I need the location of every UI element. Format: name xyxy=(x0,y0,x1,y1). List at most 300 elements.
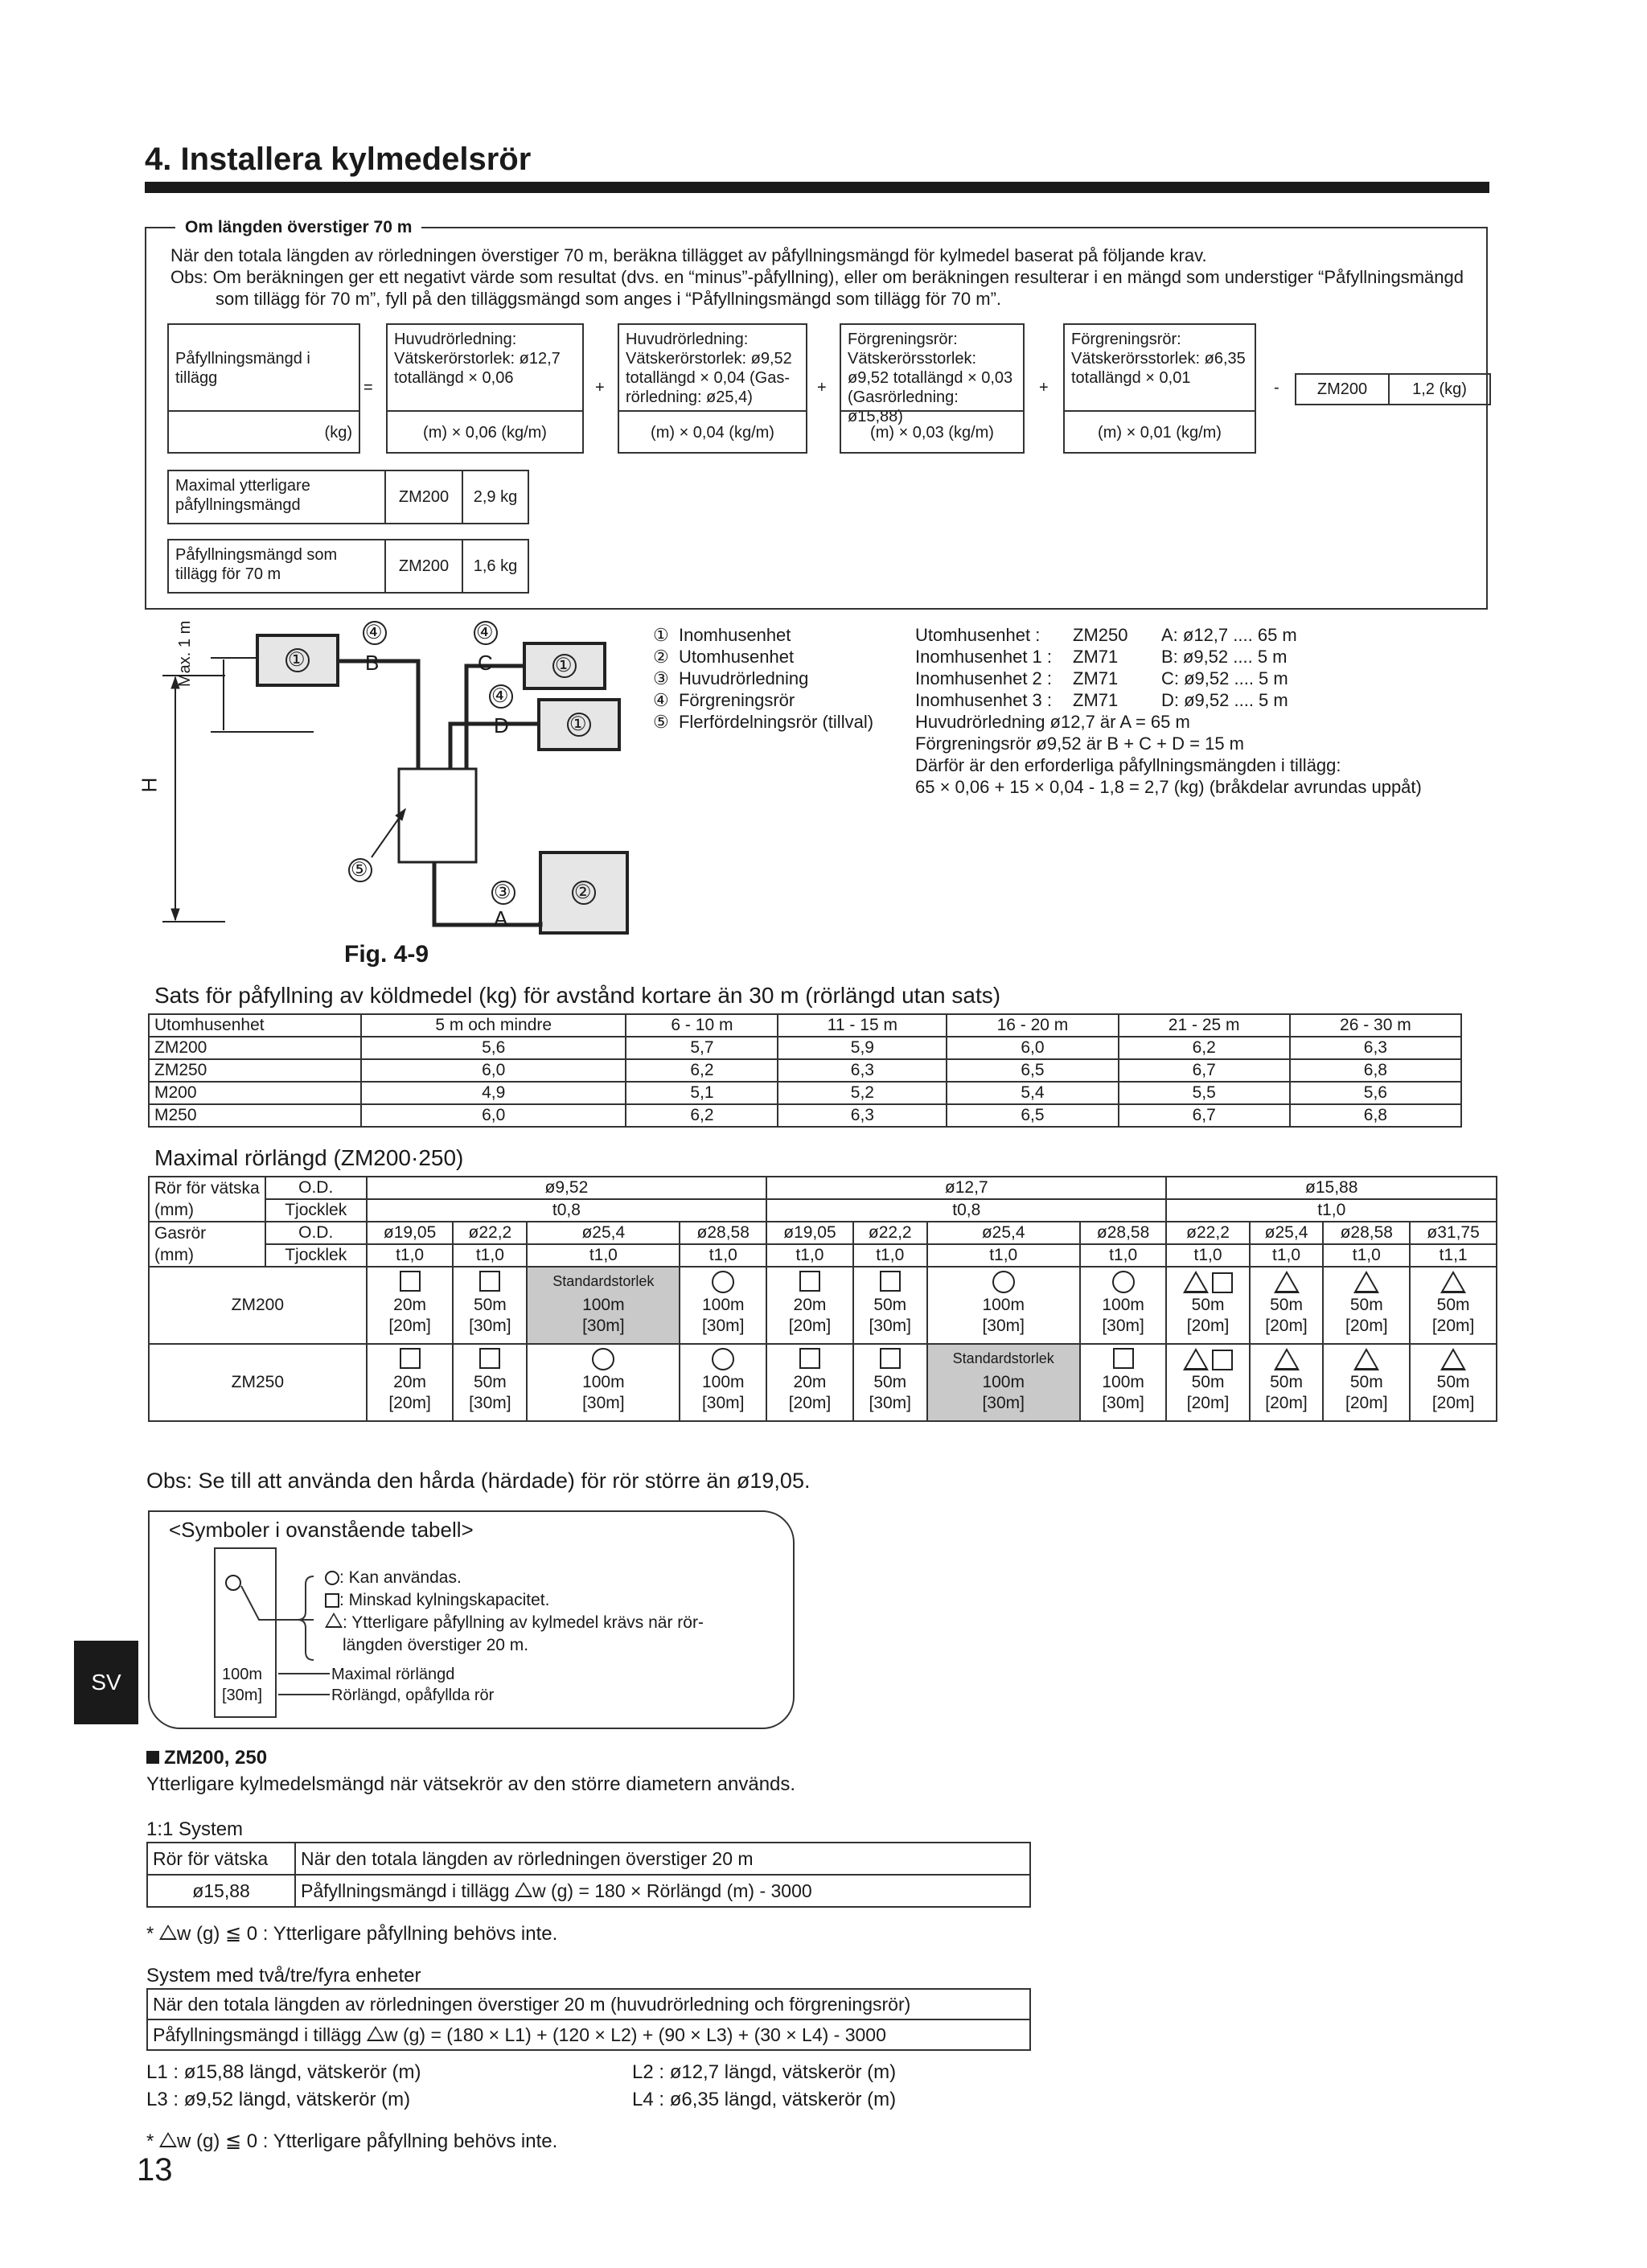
formula-c1-text: Påfyllningsmängd i tillägg xyxy=(175,350,310,387)
symbols-sample-len: 100m xyxy=(222,1666,263,1683)
unfilled-length-value: [30m] xyxy=(982,1394,1025,1412)
unit-row xyxy=(915,624,1422,646)
over70-legend: Om längden överstiger 70 m xyxy=(175,216,421,240)
symbols-defs xyxy=(325,1567,704,1657)
table-cell: O.D. xyxy=(265,1177,367,1199)
standard-size-label: Standardstorlek xyxy=(952,1350,1054,1366)
unfilled-length-value: [20m] xyxy=(1265,1317,1308,1335)
table-cell: ø28,58 xyxy=(680,1222,766,1244)
table-cell: t1,0 xyxy=(527,1244,680,1267)
legend-text: Huvudrörledning xyxy=(678,668,809,688)
formula-c2-text: Huvudrörledning: Vätskerörstorlek: ø12,7 totallängd × 0,06 xyxy=(394,331,561,387)
max-length-value: 100m xyxy=(982,1373,1025,1391)
unfilled-length-value: [30m] xyxy=(582,1394,625,1412)
table-cell: 6,0 xyxy=(361,1059,626,1082)
maxlen-table xyxy=(148,1176,1497,1422)
unit-name: Inomhusenhet 1 : xyxy=(915,647,1053,667)
symbols-len-desc: Maximal rörlängd xyxy=(331,1666,455,1683)
unfilled-length-value: [20m] xyxy=(788,1317,832,1335)
max-length-value: 50m xyxy=(1191,1373,1225,1391)
max-length-value: 50m xyxy=(873,1296,907,1314)
unit-name: Inomhusenhet 2 : xyxy=(915,668,1053,688)
table-row xyxy=(149,1059,1461,1082)
table-cell: 6,5 xyxy=(947,1059,1118,1082)
legend-text: Förgreningsrör xyxy=(678,690,795,710)
add70-model-text: ZM200 xyxy=(398,557,450,575)
unit-row xyxy=(915,689,1422,711)
table-cell: Gasrör xyxy=(149,1222,265,1244)
unit-pipe: A: ø12,7 .... 65 m xyxy=(1161,625,1297,645)
max-length-cell xyxy=(1250,1267,1324,1344)
max-length-cell xyxy=(766,1267,853,1344)
unit-model: ZM71 xyxy=(1073,647,1119,667)
unfilled-length-value: [20m] xyxy=(1431,1317,1475,1335)
table-cell: ø25,4 xyxy=(1250,1222,1324,1244)
max-length-cell xyxy=(927,1267,1080,1344)
table-cell: ø28,58 xyxy=(1080,1222,1167,1244)
circle-icon xyxy=(325,1571,339,1585)
symbol xyxy=(1255,1271,1318,1295)
diagram-num-1a: ① xyxy=(288,649,306,671)
unfilled-length-value: [20m] xyxy=(1431,1394,1475,1412)
symbol xyxy=(372,1348,448,1372)
unfilled-length-value: [20m] xyxy=(388,1317,431,1335)
symbols-title: <Symboler i ovanstående tabell> xyxy=(169,1518,474,1542)
max-length-cell xyxy=(1080,1344,1167,1421)
table-row xyxy=(147,1989,1030,2019)
formula-plus-2: + xyxy=(817,379,827,396)
table-row xyxy=(149,1037,1461,1059)
symbol xyxy=(1255,1348,1318,1372)
zm-sys2: System med två/tre/fyra enheter xyxy=(146,1965,421,1987)
table-cell: 5,2 xyxy=(778,1082,947,1104)
fig-caption: Fig. 4-9 xyxy=(344,941,429,968)
max-length-cell xyxy=(766,1344,853,1421)
diagram-num-4c: ④ xyxy=(491,685,509,707)
max-length-cell xyxy=(453,1344,527,1421)
unfilled-length-value: [20m] xyxy=(788,1394,832,1412)
maxlen-title: Maximal rörlängd (ZM200·250) xyxy=(154,1145,464,1170)
max-val xyxy=(462,470,529,524)
unit-name: Utomhusenhet : xyxy=(915,625,1041,645)
symbol xyxy=(685,1348,761,1372)
table-row xyxy=(147,2019,1030,2050)
max-length-cell xyxy=(680,1267,766,1344)
formula-minus: - xyxy=(1274,379,1279,396)
symbol xyxy=(1329,1348,1404,1372)
legend-num: ③ xyxy=(653,668,669,688)
max-val-text: 2,9 kg xyxy=(473,488,518,506)
table-cell: ø22,2 xyxy=(453,1222,527,1244)
legend-item-5 xyxy=(653,711,873,733)
symbol xyxy=(372,1271,448,1295)
formula-c1 xyxy=(167,323,360,412)
table-cell: ø19,05 xyxy=(766,1222,853,1244)
symbol xyxy=(1172,1348,1243,1372)
note-text: w (g) ≦ 0 : Ytterligare påfyllning behövs inte. xyxy=(177,2130,558,2152)
title-rule xyxy=(145,182,1489,193)
table-cell: ø9,52 xyxy=(367,1177,766,1199)
legend-item-1 xyxy=(653,624,873,646)
diagram-H-label: H xyxy=(137,777,162,793)
formula-c2u-text: (m) × 0,06 (kg/m) xyxy=(423,424,547,442)
legend-num: ⑤ xyxy=(653,712,669,732)
symbol xyxy=(1086,1271,1161,1295)
formula-c5-text: Förgreningsrör: Vätskerörsstorlek: ø6,35 totallängd × 0,01 xyxy=(1071,331,1246,387)
formula-c4 xyxy=(840,323,1025,425)
table-cell: t1,0 xyxy=(367,1244,454,1267)
legend-item-4 xyxy=(653,689,873,711)
table-cell: 6,7 xyxy=(1119,1104,1290,1127)
circle-icon xyxy=(1112,1271,1135,1293)
standard-size-label: Standardstorlek xyxy=(552,1273,655,1289)
unfilled-length-value: [30m] xyxy=(869,1317,911,1335)
legend-num: ① xyxy=(653,625,669,645)
formula-c5 xyxy=(1063,323,1256,412)
table-cell: Rör för vätska xyxy=(149,1177,265,1199)
diagram-num-2: ② xyxy=(574,881,592,903)
table-cell: 5,4 xyxy=(947,1082,1118,1104)
formula-c4u xyxy=(840,410,1025,454)
symbols-sample-unf: [30m] xyxy=(222,1687,263,1704)
table-cell xyxy=(147,2019,1030,2050)
table-cell: t1,0 xyxy=(680,1244,766,1267)
L2: L2 : ø12,7 längd, vätskerör (m) xyxy=(632,2061,897,2083)
unit-pipe: D: ø9,52 .... 5 m xyxy=(1161,690,1288,710)
table-cell: 6,8 xyxy=(1290,1059,1461,1082)
max-length-value: 100m xyxy=(582,1296,625,1314)
triangle-icon xyxy=(1440,1348,1466,1370)
diagram-num-5: ⑤ xyxy=(351,859,368,881)
legend-item-2 xyxy=(653,646,873,668)
table-cell: 6,3 xyxy=(778,1059,947,1082)
formula-model-val xyxy=(1388,373,1491,405)
unfilled-length-value: [20m] xyxy=(1186,1394,1230,1412)
legend-num: ④ xyxy=(653,690,669,710)
symbol-def-text: : Kan användas. xyxy=(339,1568,462,1587)
table-cell: O.D. xyxy=(265,1222,367,1244)
max-length-value: 50m xyxy=(473,1296,507,1314)
square-icon xyxy=(325,1593,339,1608)
legend-text: Flerfördelningsrör (tillval) xyxy=(678,712,874,732)
symbol xyxy=(685,1271,761,1295)
figure-legend xyxy=(653,624,873,733)
max-length-value: 100m xyxy=(701,1373,745,1391)
table-cell: 21 - 25 m xyxy=(1119,1014,1290,1037)
diagram-label-A: A xyxy=(494,906,508,931)
table-cell: 6,2 xyxy=(626,1104,778,1127)
square-icon xyxy=(1113,1348,1134,1369)
max-length-cell xyxy=(853,1344,927,1421)
unfilled-length-value: [30m] xyxy=(869,1394,911,1412)
symbol xyxy=(1086,1348,1161,1372)
table-cell: t1,1 xyxy=(1410,1244,1497,1267)
table-cell: 4,9 xyxy=(361,1082,626,1104)
maxlen-note: Obs: Se till att använda den hårda (härdade) för rör större än ø19,05. xyxy=(146,1469,811,1493)
triangle-icon xyxy=(1183,1271,1209,1293)
zm-heading-text: ZM200, 250 xyxy=(164,1747,268,1769)
zm-sub: Ytterligare kylmedelsmängd när vätsekrör av den större diametern används. xyxy=(146,1773,796,1795)
zm-note2 xyxy=(146,2130,557,2154)
max-length-value: 50m xyxy=(473,1373,507,1391)
max-length-cell xyxy=(1250,1344,1324,1421)
unfilled-length-value: [30m] xyxy=(701,1317,745,1335)
max-model-text: ZM200 xyxy=(398,488,450,506)
unfilled-length-value: [30m] xyxy=(1102,1317,1144,1335)
legend-num: ② xyxy=(653,647,669,667)
max-length-value: 20m xyxy=(393,1373,426,1391)
symbol xyxy=(859,1271,922,1295)
table-cell: 6,7 xyxy=(1119,1059,1290,1082)
circle-icon xyxy=(712,1271,734,1293)
table-cell xyxy=(295,1875,1030,1907)
symbol xyxy=(933,1271,1074,1295)
note-asterisk: * xyxy=(146,2130,154,2152)
symbol xyxy=(1415,1348,1491,1372)
table-cell: t1,0 xyxy=(453,1244,527,1267)
table-row xyxy=(149,1244,1497,1267)
delta-icon xyxy=(515,1882,532,1897)
table-cell: ø31,75 xyxy=(1410,1222,1497,1244)
max-length-cell xyxy=(1080,1267,1167,1344)
symbol xyxy=(772,1271,848,1295)
legend-item-3 xyxy=(653,668,873,689)
max-length-cell xyxy=(367,1267,454,1344)
symbol xyxy=(859,1348,922,1372)
max-length-cell xyxy=(367,1344,454,1421)
symbols-unf-desc: Rörlängd, opåfyllda rör xyxy=(331,1687,495,1704)
unfilled-length-value: [30m] xyxy=(469,1317,511,1335)
unfilled-length-value: [30m] xyxy=(469,1394,511,1412)
unfilled-length-value: [30m] xyxy=(582,1317,625,1335)
unfilled-length-value: [20m] xyxy=(1345,1394,1388,1412)
unfilled-length-value: [20m] xyxy=(1186,1317,1230,1335)
table-cell: 6,2 xyxy=(626,1059,778,1082)
square-icon xyxy=(880,1271,901,1292)
note-text: w (g) ≦ 0 : Ytterligare påfyllning behövs inte. xyxy=(177,1923,558,1945)
page-number: 13 xyxy=(137,2152,173,2188)
square-icon xyxy=(799,1271,820,1292)
table-cell: 5,5 xyxy=(1119,1082,1290,1104)
unit-list xyxy=(915,624,1422,798)
circle-icon xyxy=(992,1271,1015,1293)
add70-model xyxy=(384,539,463,594)
add70-label-text: Påfyllningsmängd som tillägg för 70 m xyxy=(175,546,338,583)
max-length-cell xyxy=(853,1267,927,1344)
triangle-icon xyxy=(1274,1271,1300,1293)
table-cell: 5,9 xyxy=(778,1037,947,1059)
table-cell: t1,0 xyxy=(1166,1244,1249,1267)
square-bullet-icon xyxy=(146,1751,159,1764)
max-length-value: 50m xyxy=(1191,1296,1225,1314)
square-icon xyxy=(799,1348,820,1369)
table-cell: 26 - 30 m xyxy=(1290,1014,1461,1037)
symbol-def-text: : Ytterligare påfyllning av kylmedel krävs när rör- xyxy=(343,1613,704,1632)
add70-val-text: 1,6 kg xyxy=(473,557,518,575)
over70-p2b: som tillägg för 70 m”, fyll på den tilläggsmängd som anges i “Påfyllningsmängd som tillägg för 70 m”. xyxy=(216,289,1002,309)
formula-model-val-text: 1,2 (kg) xyxy=(1412,380,1467,398)
square-icon xyxy=(400,1271,421,1292)
symbol-def-triangle xyxy=(325,1612,704,1634)
max-label xyxy=(167,470,386,524)
triangle-icon xyxy=(1440,1271,1466,1293)
table-cell: 5,1 xyxy=(626,1082,778,1104)
formula-c3 xyxy=(618,323,807,412)
triangle-icon xyxy=(1353,1348,1379,1370)
max-length-value: 50m xyxy=(873,1373,907,1391)
table-cell: 6,2 xyxy=(1119,1037,1290,1059)
triangle-icon xyxy=(1353,1271,1379,1293)
table-cell: t0,8 xyxy=(766,1199,1166,1222)
formula-model xyxy=(1295,373,1390,405)
table-cell: När den totala längden av rörledningen överstiger 20 m (huvudrörledning och förgreningsrör) xyxy=(147,1989,1030,2019)
max-length-value: 50m xyxy=(1349,1296,1383,1314)
table-cell: 5,7 xyxy=(626,1037,778,1059)
table-row xyxy=(147,1875,1030,1907)
max-length-value: 100m xyxy=(701,1296,745,1314)
delta-icon xyxy=(159,1925,177,1940)
diagram-num-4b: ④ xyxy=(476,622,494,643)
over70-p2a: Obs: Om beräkningen ger ett negativt värde som resultat (dvs. en “minus”-påfyllning), eller om beräkningen resulterar i en mängd som understiger “Påfyllningsmängd xyxy=(170,267,1464,287)
calc-line: 65 × 0,06 + 15 × 0,04 - 1,8 = 2,7 (kg) (bråkdelar avrundas uppåt) xyxy=(915,777,1422,797)
max-length-value: 50m xyxy=(1436,1373,1470,1391)
formula-c4-text: Förgreningsrör: Vätskerörsstorlek: ø9,52 totallängd × 0,03 (Gasrörledning: ø15,88) xyxy=(848,331,1013,425)
formula-c1u-text: (kg) xyxy=(324,424,352,442)
formula-c5u xyxy=(1063,410,1256,454)
max-length-cell xyxy=(1166,1344,1249,1421)
formula-c2u xyxy=(386,410,584,454)
table-cell: ZM200 xyxy=(149,1037,361,1059)
add70-label xyxy=(167,539,386,594)
symbol-def-triangle-cont: längden överstiger 20 m. xyxy=(343,1636,529,1654)
table-cell: Tjocklek xyxy=(265,1199,367,1222)
symbol xyxy=(1415,1271,1491,1295)
table-cell: ZM200 xyxy=(149,1267,367,1344)
diagram-num-4a: ④ xyxy=(365,622,383,643)
formula-c5u-text: (m) × 0,01 (kg/m) xyxy=(1098,424,1222,442)
formula-c3u-text: (m) × 0,04 (kg/m) xyxy=(651,424,774,442)
symbol-def-text: : Minskad kylningskapacitet. xyxy=(339,1591,550,1609)
unfilled-length-value: [30m] xyxy=(701,1394,745,1412)
diagram-max1m-label: Max. 1 m xyxy=(176,620,194,687)
max-length-cell xyxy=(680,1344,766,1421)
table-cell: (mm) xyxy=(149,1199,265,1222)
diagram-label-B: B xyxy=(365,651,380,675)
table-row xyxy=(149,1199,1497,1222)
calc-line: Därför är den erforderliga påfyllningsmängden i tillägg: xyxy=(915,755,1341,775)
formula-c1u xyxy=(167,410,360,454)
table-cell: 5,6 xyxy=(1290,1082,1461,1104)
max-label-text: Maximal ytterligare påfyllningsmängd xyxy=(175,477,310,514)
max-length-value: 50m xyxy=(1436,1296,1470,1314)
max-length-cell xyxy=(1410,1344,1497,1421)
unit-model: ZM71 xyxy=(1073,668,1119,688)
unit-model: ZM250 xyxy=(1073,625,1128,645)
table-cell: Tjocklek xyxy=(265,1244,367,1267)
zm-heading xyxy=(146,1747,267,1769)
model-row-zm250 xyxy=(149,1344,1497,1421)
table-row xyxy=(149,1014,1461,1037)
symbol xyxy=(532,1271,674,1295)
max-length-cell xyxy=(453,1267,527,1344)
table-cell: ø15,88 xyxy=(147,1875,295,1907)
table-cell: ZM250 xyxy=(149,1059,361,1082)
symbol xyxy=(772,1348,848,1372)
table-cell: (mm) xyxy=(149,1244,265,1267)
max-model xyxy=(384,470,463,524)
formula-plus-3: + xyxy=(1039,379,1049,396)
table-cell: När den totala längden av rörledningen överstiger 20 m xyxy=(295,1843,1030,1875)
table-cell: t1,0 xyxy=(927,1244,1080,1267)
square-icon xyxy=(400,1348,421,1369)
table-cell: 5,6 xyxy=(361,1037,626,1059)
max-length-cell xyxy=(1323,1344,1410,1421)
symbol xyxy=(532,1348,674,1372)
max-length-value: 20m xyxy=(393,1296,426,1314)
table-cell: t1,0 xyxy=(853,1244,927,1267)
symbol-def-square xyxy=(325,1589,704,1612)
legend-text: Inomhusenhet xyxy=(678,625,791,645)
over70-p1: När den totala längden av rörledningen överstiger 70 m, beräkna tillägget av påfyllningsmängd för kylmedel baserat på följande krav. xyxy=(170,245,1207,265)
table-cell: ø22,2 xyxy=(853,1222,927,1244)
triangle-icon xyxy=(1183,1348,1209,1370)
table-cell: t1,0 xyxy=(1080,1244,1167,1267)
square-icon xyxy=(1212,1272,1233,1293)
note-asterisk: * xyxy=(146,1923,154,1945)
table-cell: ø25,4 xyxy=(927,1222,1080,1244)
circle-icon xyxy=(592,1348,614,1370)
sats-title: Sats för påfyllning av köldmedel (kg) för avstånd kortare än 30 m (rörlängd utan sats) xyxy=(154,983,1001,1008)
square-icon xyxy=(479,1271,500,1292)
unfilled-length-value: [20m] xyxy=(388,1394,431,1412)
formula-eq: = xyxy=(363,379,373,396)
table-cell: Rör för vätska xyxy=(147,1843,295,1875)
calc-line: Huvudrörledning ø12,7 är A = 65 m xyxy=(915,712,1190,732)
table-cell: ø22,2 xyxy=(1166,1222,1249,1244)
square-icon xyxy=(1212,1350,1233,1370)
table-row xyxy=(149,1222,1497,1244)
diagram-label-D: D xyxy=(494,713,509,738)
formula-c2 xyxy=(386,323,584,412)
table-cell: 6,8 xyxy=(1290,1104,1461,1127)
diagram-num-1b: ① xyxy=(555,655,573,676)
table-row xyxy=(149,1177,1497,1199)
unfilled-length-value: [20m] xyxy=(1345,1317,1388,1335)
square-icon xyxy=(880,1348,901,1369)
max-length-value: 50m xyxy=(1270,1373,1303,1391)
max-length-cell xyxy=(527,1267,680,1344)
unfilled-length-value: [30m] xyxy=(1102,1394,1144,1412)
table-row xyxy=(149,1082,1461,1104)
triangle-icon xyxy=(1274,1348,1300,1370)
diagram-num-3: ③ xyxy=(494,881,511,903)
unit-model: ZM71 xyxy=(1073,690,1119,710)
table-cell: ø19,05 xyxy=(367,1222,454,1244)
table-cell: t1,0 xyxy=(1166,1199,1497,1222)
max-length-value: 20m xyxy=(793,1373,827,1391)
formula-c3-text: Huvudrörledning: Vätskerörstorlek: ø9,52 totallängd × 0,04 (Gas-rörledning: ø25,4) xyxy=(626,331,792,406)
t2r2a: Påfyllningsmängd i tillägg xyxy=(153,2024,362,2045)
zm-sys1: 1:1 System xyxy=(146,1818,244,1840)
formula-plus-1: + xyxy=(595,379,605,396)
unit-row xyxy=(915,646,1422,668)
zm-table-1 xyxy=(146,1842,1031,1908)
symbol xyxy=(1329,1271,1404,1295)
zm-note1 xyxy=(146,1922,557,1946)
table-row xyxy=(149,1104,1461,1127)
t1c2b: w (g) = 180 × Rörlängd (m) - 3000 xyxy=(532,1880,812,1901)
unit-pipe: C: ø9,52 .... 5 m xyxy=(1161,668,1288,688)
